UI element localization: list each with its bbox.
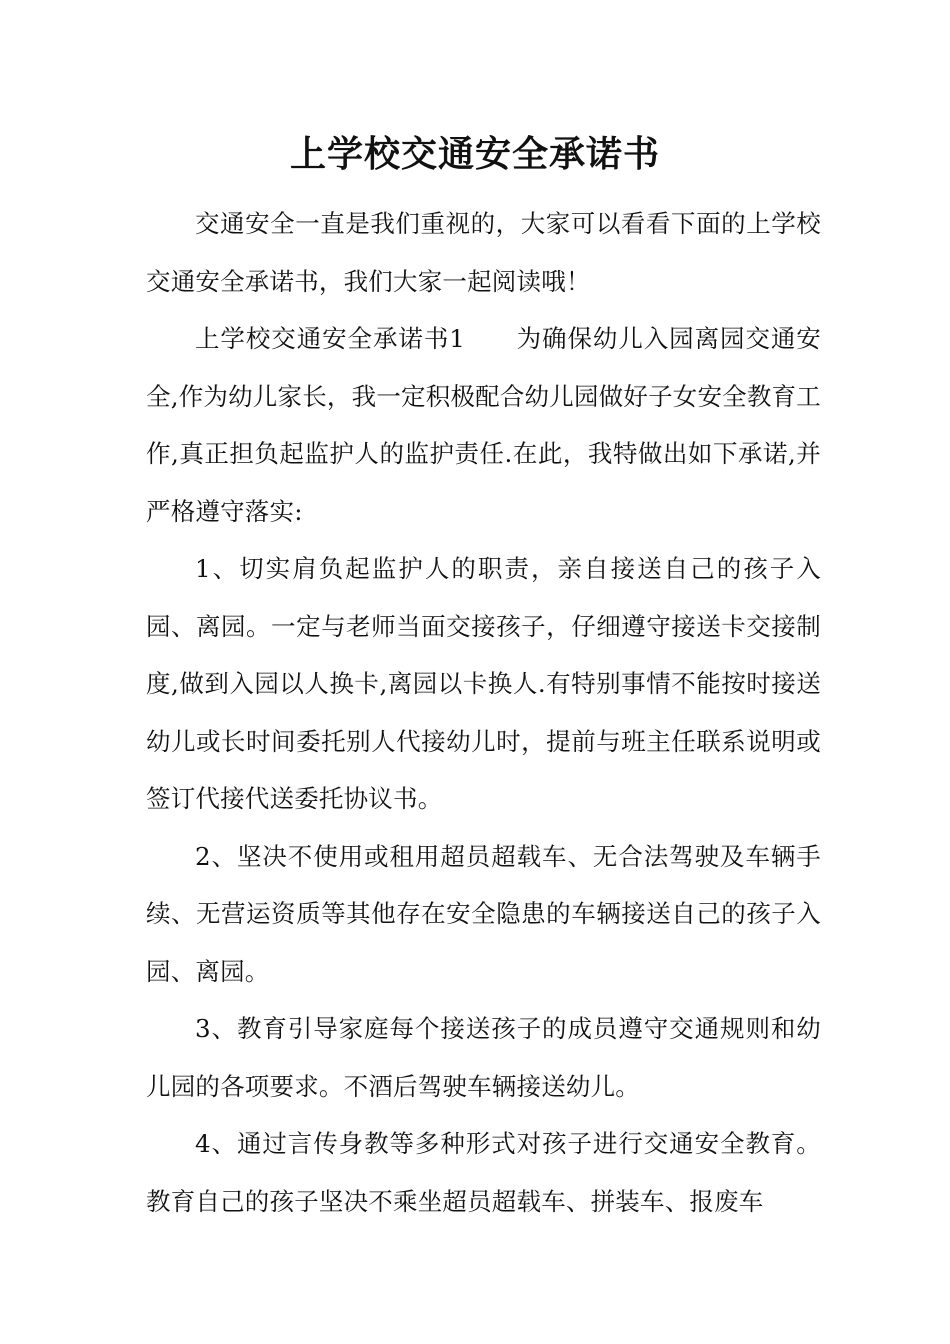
paragraph-intro: 交通安全一直是我们重视的，大家可以看看下面的上学校交通安全承诺书，我们大家一起阅读哦！ [146, 209, 821, 296]
document-body [146, 195, 821, 1230]
paragraph-item-1: 1、切实肩负起监护人的职责，亲自接送自己的孩子入园、离园。一定与老师当面交接孩子，仔细遵守接送卡交接制度,做到入园以人换卡,离园以卡换人.有特别事情不能按时接送幼儿或长时间委托别人代接幼儿时，提前与班主任联系说明或签订代接代送委托协议书。 [146, 554, 821, 813]
paragraph-item-3: 3、教育引导家庭每个接送孩子的成员遵守交通规则和幼儿园的各项要求。不酒后驾驶车辆接送幼儿。 [146, 1014, 821, 1101]
paragraph-item-4: 4、通过言传身教等多种形式对孩子进行交通安全教育。教育自己的孩子坚决不乘坐超员超载车、拼装车、报废车 [146, 1129, 821, 1216]
paragraph-commitment-intro: 上学校交通安全承诺书1 为确保幼儿入园离园交通安全,作为幼儿家长，我一定积极配合幼儿园做好子女安全教育工作,真正担负起监护人的监护责任.在此，我特做出如下承诺,并严格遵守落实: [146, 324, 821, 526]
paragraph-item-2: 2、坚决不使用或租用超员超载车、无合法驾驶及车辆手续、无营运资质等其他存在安全隐患的车辆接送自己的孩子入园、离园。 [146, 841, 821, 986]
document-title: 上学校交通安全承诺书 [289, 133, 660, 175]
